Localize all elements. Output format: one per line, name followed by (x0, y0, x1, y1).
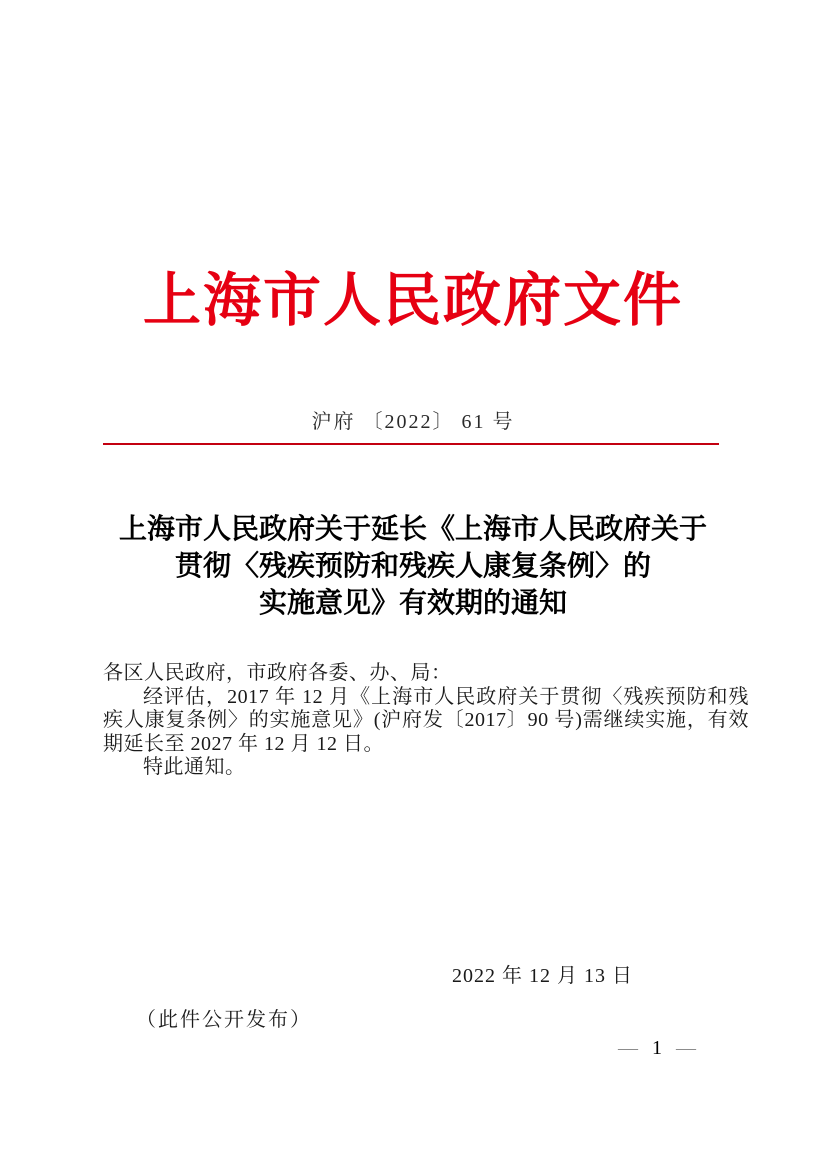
page-number-right-dash: — (676, 1037, 696, 1059)
document-title-line-2: 贯彻〈残疾预防和残疾人康复条例〉的 (174, 551, 651, 582)
page-number (618, 1037, 696, 1060)
document-title-line-3: 实施意见》有效期的通知 (258, 588, 567, 619)
document-title (40, 511, 786, 622)
document-body (103, 662, 749, 780)
red-divider-line (103, 443, 719, 445)
public-release-note: （此件公开发布） (136, 1009, 312, 1031)
document-title-line-1: 上海市人民政府关于延长《上海市人民政府关于 (118, 514, 707, 545)
issue-date: 2022 年 12 月 13 日 (452, 965, 633, 987)
salutation-line: 各区人民政府，市政府各委、办、局： (103, 662, 452, 684)
body-paragraph-2: 特此通知。 (143, 756, 246, 778)
body-paragraph-1: 经评估，2017 年 12 月《上海市人民政府关于贯彻〈残疾预防和残疾人康复条例〉的实施意见》(沪府发〔2017〕90 号)需继续实施，有效期延长至 2027 年 12 月 12 日。 (103, 685, 749, 755)
page-number-value: 1 (652, 1037, 662, 1059)
document-reference-number: 沪府 〔2022〕 61 号 (311, 411, 515, 433)
page-number-left-dash: — (618, 1037, 638, 1059)
masthead-title: 上海市人民政府文件 (142, 268, 683, 333)
